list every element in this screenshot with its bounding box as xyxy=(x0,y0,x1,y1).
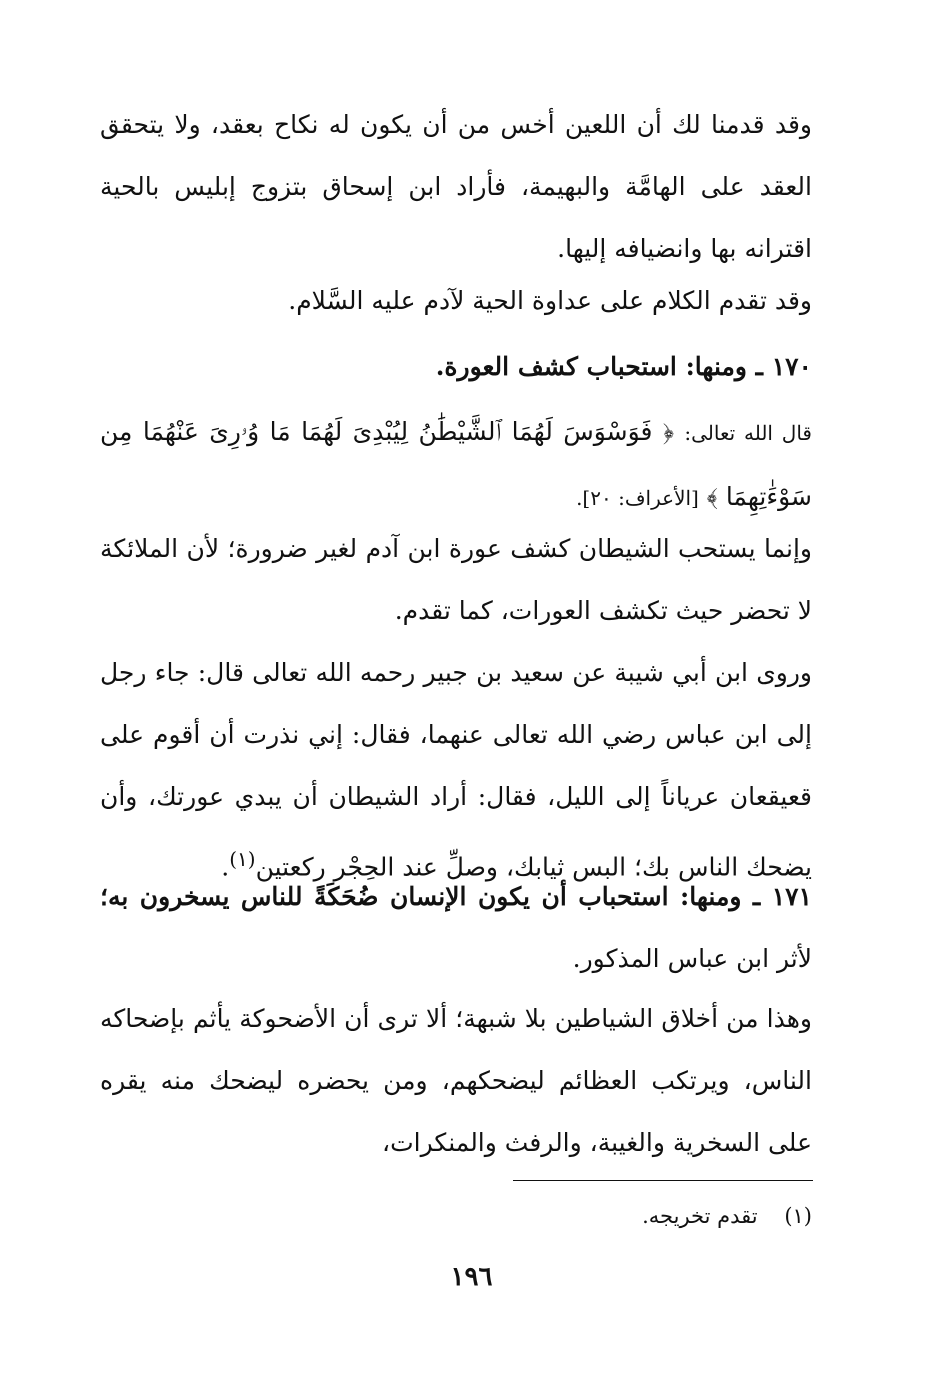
footnote xyxy=(100,1196,812,1236)
paragraph-narration-text: وروى ابن أبي شيبة عن سعيد بن جبير رحمه الله تعالى قال: جاء رجل إلى ابن عباس رضي الله تعالى عنهما، فقال: إني نذرت أن أقوم على قعيقعان عرياناً إلى الليل، فقال: أراد الشيطان أن يبدي عورتك، وأن يضحك الناس بك؛ البس ثيابك، وصلِّ عند الحِجْر ركعتين xyxy=(100,658,812,882)
paragraph-mockery xyxy=(100,988,812,1174)
verse-reference: [الأعراف: ٢٠]. xyxy=(576,486,699,510)
footnote-divider xyxy=(513,1180,813,1181)
paragraph-enmity xyxy=(100,270,812,332)
section-heading-171: ١٧١ ـ ومنها: استحباب أن يكون الإنسان ضُحَكَةً للناس يسخرون به؛ xyxy=(100,882,812,911)
paragraph-narration-end: . xyxy=(221,852,230,882)
section-heading-170 xyxy=(100,336,812,398)
quote-intro: قال الله تعالى: xyxy=(684,421,812,445)
section-paragraph-171-text: لأثر ابن عباس المذكور. xyxy=(572,944,812,973)
section-paragraph-171 xyxy=(100,866,812,990)
paragraph-mockery-text: وهذا من أخلاق الشياطين بلا شبهة؛ ألا ترى أن الأضحوكة يأثم بإضحاكه الناس، ويرتكب العظائم ليضحكهم، ومن يحضره ليضحك منه يقره على السخرية والغيبة، والرفث والمنكرات، xyxy=(100,1004,812,1157)
paragraph-angels xyxy=(100,518,812,642)
footnote-text: تقدم تخريجه. xyxy=(642,1204,758,1228)
paragraph-intro xyxy=(100,94,812,280)
section-heading-170-text: ١٧٠ ـ ومنها: استحباب كشف العورة. xyxy=(435,352,812,381)
page-number: ١٩٦ xyxy=(450,1262,493,1292)
paragraph-angels-text: وإنما يستحب الشيطان كشف عورة ابن آدم لغير ضرورة؛ لأن الملائكة لا تحضر حيث تكشف العورات، كما تقدم. xyxy=(100,534,813,625)
paragraph-intro-text: وقد قدمنا لك أن اللعين أخس من أن يكون له نكاح بعقد، ولا يتحقق العقد على الهامَّة والبهيمة، فأراد ابن إسحاق بتزوج إبليس بالحية اقترانه بها وانضيافه إليها. xyxy=(100,110,812,263)
footnote-ref: (١) xyxy=(229,847,256,871)
quran-verse: ﴿ فَوَسْوَسَ لَهُمَا ٱلشَّيْطَٰنُ لِيُبْدِىَ لَهُمَا مَا وُۥرِىَ عَنْهُمَا مِن سَوْءَٰتِهِمَا ﴾ xyxy=(100,417,812,511)
paragraph-enmity-text: وقد تقدم الكلام على عداوة الحية لآدم عليه السَّلام. xyxy=(288,286,812,315)
footnote-marker: (١) xyxy=(784,1204,812,1228)
paragraph-narration xyxy=(100,642,812,898)
paragraph-quran-quote xyxy=(100,400,812,530)
